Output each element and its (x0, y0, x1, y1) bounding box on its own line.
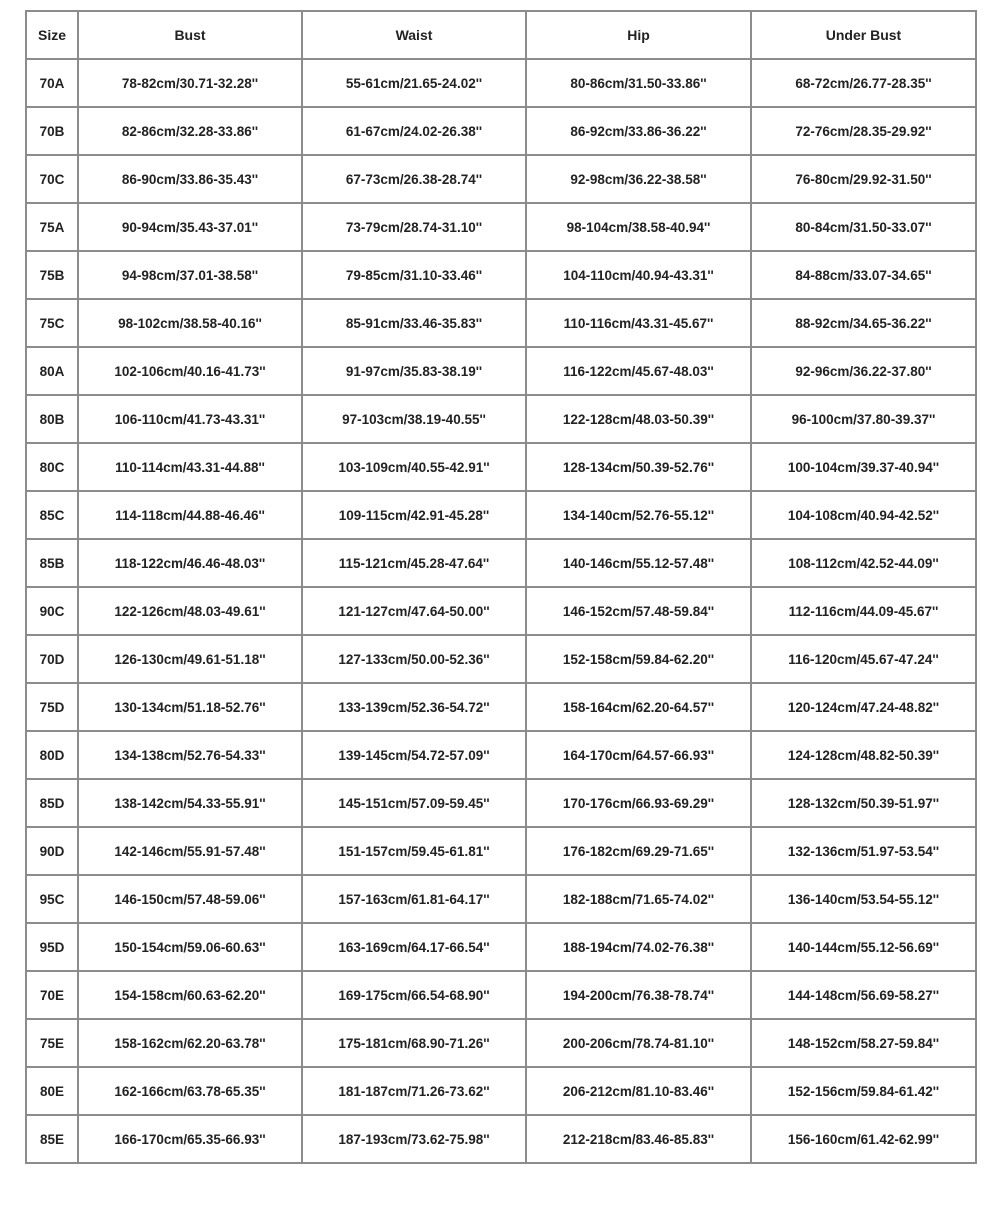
table-row (26, 539, 976, 587)
table-row (26, 299, 976, 347)
bust-cell: 162-166cm/63.78-65.35'' (78, 1067, 302, 1115)
size-cell: 75A (26, 203, 78, 251)
hip-cell: 80-86cm/31.50-33.86'' (526, 59, 751, 107)
bust-cell: 166-170cm/65.35-66.93'' (78, 1115, 302, 1163)
waist-cell: 169-175cm/66.54-68.90'' (302, 971, 526, 1019)
size-chart-table (25, 10, 977, 1164)
hip-cell: 110-116cm/43.31-45.67'' (526, 299, 751, 347)
size-cell: 90D (26, 827, 78, 875)
hip-cell: 116-122cm/45.67-48.03'' (526, 347, 751, 395)
size-cell: 75C (26, 299, 78, 347)
size-cell: 80B (26, 395, 78, 443)
waist-cell: 103-109cm/40.55-42.91'' (302, 443, 526, 491)
header-hip: Hip (526, 11, 751, 59)
waist-cell: 133-139cm/52.36-54.72'' (302, 683, 526, 731)
hip-cell: 212-218cm/83.46-85.83'' (526, 1115, 751, 1163)
waist-cell: 163-169cm/64.17-66.54'' (302, 923, 526, 971)
under-bust-cell: 152-156cm/59.84-61.42'' (751, 1067, 976, 1115)
table-row (26, 875, 976, 923)
bust-cell: 106-110cm/41.73-43.31'' (78, 395, 302, 443)
bust-cell: 134-138cm/52.76-54.33'' (78, 731, 302, 779)
size-cell: 80D (26, 731, 78, 779)
under-bust-cell: 148-152cm/58.27-59.84'' (751, 1019, 976, 1067)
hip-cell: 170-176cm/66.93-69.29'' (526, 779, 751, 827)
under-bust-cell: 112-116cm/44.09-45.67'' (751, 587, 976, 635)
waist-cell: 115-121cm/45.28-47.64'' (302, 539, 526, 587)
size-cell: 80C (26, 443, 78, 491)
waist-cell: 181-187cm/71.26-73.62'' (302, 1067, 526, 1115)
hip-cell: 188-194cm/74.02-76.38'' (526, 923, 751, 971)
size-cell: 95D (26, 923, 78, 971)
under-bust-cell: 136-140cm/53.54-55.12'' (751, 875, 976, 923)
size-cell: 70E (26, 971, 78, 1019)
table-row (26, 443, 976, 491)
table-row (26, 1019, 976, 1067)
waist-cell: 175-181cm/68.90-71.26'' (302, 1019, 526, 1067)
under-bust-cell: 124-128cm/48.82-50.39'' (751, 731, 976, 779)
size-cell: 85C (26, 491, 78, 539)
under-bust-cell: 108-112cm/42.52-44.09'' (751, 539, 976, 587)
under-bust-cell: 92-96cm/36.22-37.80'' (751, 347, 976, 395)
waist-cell: 187-193cm/73.62-75.98'' (302, 1115, 526, 1163)
size-cell: 85B (26, 539, 78, 587)
table-row (26, 923, 976, 971)
under-bust-cell: 144-148cm/56.69-58.27'' (751, 971, 976, 1019)
under-bust-cell: 76-80cm/29.92-31.50'' (751, 155, 976, 203)
header-waist: Waist (302, 11, 526, 59)
hip-cell: 86-92cm/33.86-36.22'' (526, 107, 751, 155)
waist-cell: 109-115cm/42.91-45.28'' (302, 491, 526, 539)
size-cell: 70A (26, 59, 78, 107)
under-bust-cell: 68-72cm/26.77-28.35'' (751, 59, 976, 107)
table-row (26, 203, 976, 251)
under-bust-cell: 72-76cm/28.35-29.92'' (751, 107, 976, 155)
hip-cell: 206-212cm/81.10-83.46'' (526, 1067, 751, 1115)
bust-cell: 98-102cm/38.58-40.16'' (78, 299, 302, 347)
waist-cell: 67-73cm/26.38-28.74'' (302, 155, 526, 203)
under-bust-cell: 156-160cm/61.42-62.99'' (751, 1115, 976, 1163)
table-row (26, 971, 976, 1019)
waist-cell: 121-127cm/47.64-50.00'' (302, 587, 526, 635)
waist-cell: 55-61cm/21.65-24.02'' (302, 59, 526, 107)
bust-cell: 110-114cm/43.31-44.88'' (78, 443, 302, 491)
under-bust-cell: 140-144cm/55.12-56.69'' (751, 923, 976, 971)
waist-cell: 145-151cm/57.09-59.45'' (302, 779, 526, 827)
bust-cell: 94-98cm/37.01-38.58'' (78, 251, 302, 299)
hip-cell: 182-188cm/71.65-74.02'' (526, 875, 751, 923)
hip-cell: 140-146cm/55.12-57.48'' (526, 539, 751, 587)
hip-cell: 200-206cm/78.74-81.10'' (526, 1019, 751, 1067)
under-bust-cell: 88-92cm/34.65-36.22'' (751, 299, 976, 347)
under-bust-cell: 100-104cm/39.37-40.94'' (751, 443, 976, 491)
under-bust-cell: 104-108cm/40.94-42.52'' (751, 491, 976, 539)
table-row (26, 587, 976, 635)
waist-cell: 73-79cm/28.74-31.10'' (302, 203, 526, 251)
hip-cell: 158-164cm/62.20-64.57'' (526, 683, 751, 731)
table-row (26, 731, 976, 779)
size-cell: 80A (26, 347, 78, 395)
size-cell: 85E (26, 1115, 78, 1163)
hip-cell: 164-170cm/64.57-66.93'' (526, 731, 751, 779)
under-bust-cell: 132-136cm/51.97-53.54'' (751, 827, 976, 875)
header-row (26, 11, 976, 59)
size-cell: 85D (26, 779, 78, 827)
hip-cell: 98-104cm/38.58-40.94'' (526, 203, 751, 251)
table-row (26, 1067, 976, 1115)
hip-cell: 176-182cm/69.29-71.65'' (526, 827, 751, 875)
waist-cell: 85-91cm/33.46-35.83'' (302, 299, 526, 347)
hip-cell: 134-140cm/52.76-55.12'' (526, 491, 751, 539)
under-bust-cell: 128-132cm/50.39-51.97'' (751, 779, 976, 827)
waist-cell: 151-157cm/59.45-61.81'' (302, 827, 526, 875)
size-cell: 75D (26, 683, 78, 731)
waist-cell: 157-163cm/61.81-64.17'' (302, 875, 526, 923)
waist-cell: 79-85cm/31.10-33.46'' (302, 251, 526, 299)
table-row (26, 251, 976, 299)
table-row (26, 395, 976, 443)
table-body (26, 59, 976, 1163)
table-row (26, 155, 976, 203)
bust-cell: 86-90cm/33.86-35.43'' (78, 155, 302, 203)
size-cell: 75B (26, 251, 78, 299)
table-row (26, 779, 976, 827)
table-row (26, 347, 976, 395)
bust-cell: 78-82cm/30.71-32.28'' (78, 59, 302, 107)
size-cell: 90C (26, 587, 78, 635)
bust-cell: 126-130cm/49.61-51.18'' (78, 635, 302, 683)
size-cell: 70C (26, 155, 78, 203)
bust-cell: 130-134cm/51.18-52.76'' (78, 683, 302, 731)
waist-cell: 139-145cm/54.72-57.09'' (302, 731, 526, 779)
bust-cell: 90-94cm/35.43-37.01'' (78, 203, 302, 251)
header-under-bust: Under Bust (751, 11, 976, 59)
header-size: Size (26, 11, 78, 59)
bust-cell: 82-86cm/32.28-33.86'' (78, 107, 302, 155)
bust-cell: 146-150cm/57.48-59.06'' (78, 875, 302, 923)
hip-cell: 128-134cm/50.39-52.76'' (526, 443, 751, 491)
bust-cell: 102-106cm/40.16-41.73'' (78, 347, 302, 395)
waist-cell: 91-97cm/35.83-38.19'' (302, 347, 526, 395)
table-row (26, 683, 976, 731)
bust-cell: 122-126cm/48.03-49.61'' (78, 587, 302, 635)
waist-cell: 61-67cm/24.02-26.38'' (302, 107, 526, 155)
header-bust: Bust (78, 11, 302, 59)
table-row (26, 59, 976, 107)
bust-cell: 150-154cm/59.06-60.63'' (78, 923, 302, 971)
hip-cell: 152-158cm/59.84-62.20'' (526, 635, 751, 683)
size-cell: 70B (26, 107, 78, 155)
hip-cell: 104-110cm/40.94-43.31'' (526, 251, 751, 299)
under-bust-cell: 116-120cm/45.67-47.24'' (751, 635, 976, 683)
under-bust-cell: 120-124cm/47.24-48.82'' (751, 683, 976, 731)
under-bust-cell: 84-88cm/33.07-34.65'' (751, 251, 976, 299)
hip-cell: 92-98cm/36.22-38.58'' (526, 155, 751, 203)
table-row (26, 827, 976, 875)
bust-cell: 154-158cm/60.63-62.20'' (78, 971, 302, 1019)
table-row (26, 491, 976, 539)
size-cell: 95C (26, 875, 78, 923)
table-row (26, 107, 976, 155)
size-cell: 70D (26, 635, 78, 683)
table-row (26, 635, 976, 683)
bust-cell: 158-162cm/62.20-63.78'' (78, 1019, 302, 1067)
waist-cell: 127-133cm/50.00-52.36'' (302, 635, 526, 683)
waist-cell: 97-103cm/38.19-40.55'' (302, 395, 526, 443)
size-cell: 80E (26, 1067, 78, 1115)
bust-cell: 118-122cm/46.46-48.03'' (78, 539, 302, 587)
bust-cell: 142-146cm/55.91-57.48'' (78, 827, 302, 875)
hip-cell: 146-152cm/57.48-59.84'' (526, 587, 751, 635)
under-bust-cell: 80-84cm/31.50-33.07'' (751, 203, 976, 251)
size-cell: 75E (26, 1019, 78, 1067)
bust-cell: 138-142cm/54.33-55.91'' (78, 779, 302, 827)
hip-cell: 194-200cm/76.38-78.74'' (526, 971, 751, 1019)
table-row (26, 1115, 976, 1163)
under-bust-cell: 96-100cm/37.80-39.37'' (751, 395, 976, 443)
bust-cell: 114-118cm/44.88-46.46'' (78, 491, 302, 539)
hip-cell: 122-128cm/48.03-50.39'' (526, 395, 751, 443)
